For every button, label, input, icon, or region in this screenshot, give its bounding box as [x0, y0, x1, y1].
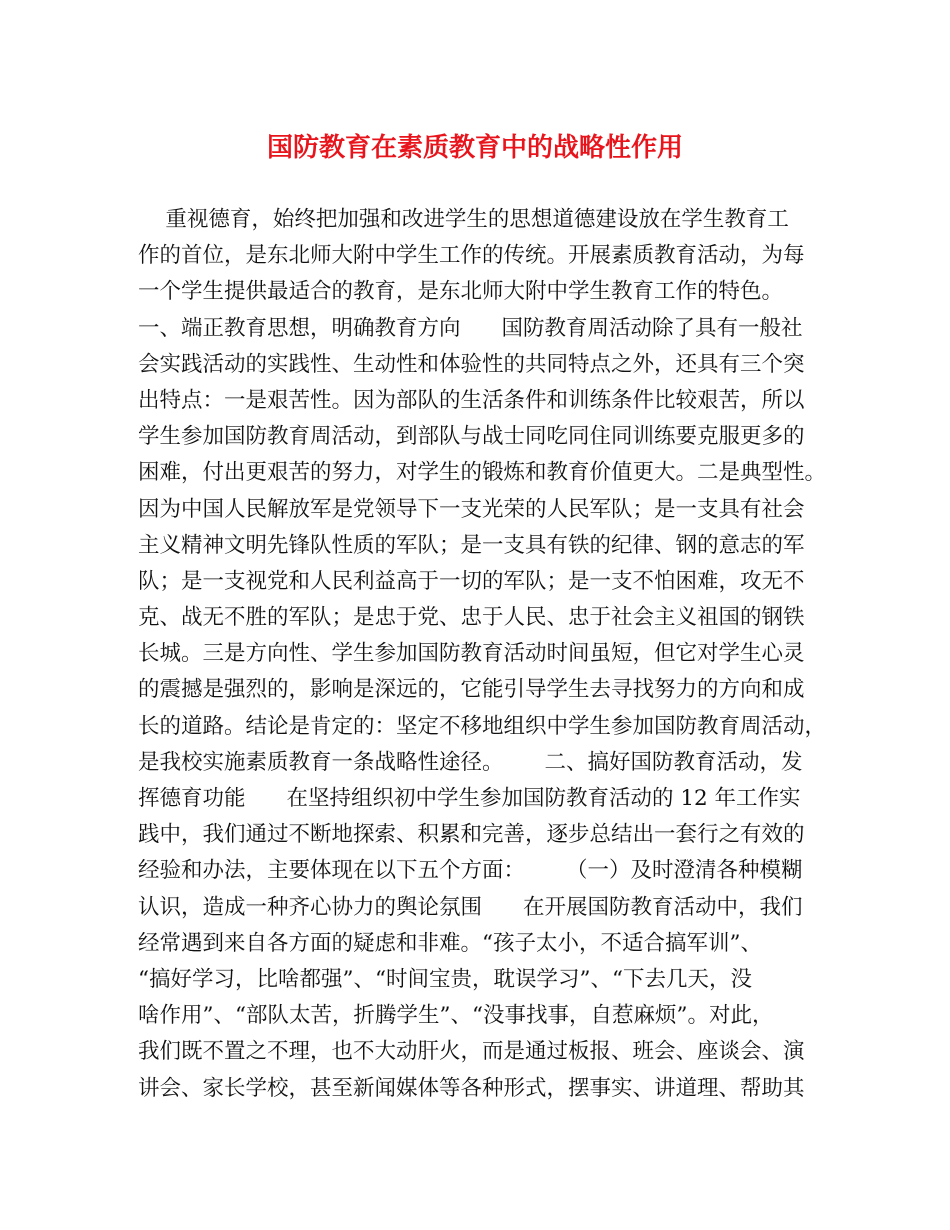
body-line: 啥作用”、“部队太苦，折腾学生”、“没事找事，自惹麻烦”。对此，	[138, 1003, 774, 1029]
body-line: 一、端正教育思想，明确教育方向 国防教育周活动除了具有一般社	[138, 315, 803, 341]
body-line: 认识，造成一种齐心协力的舆论氛围 在开展国防教育活动中，我们	[138, 894, 803, 920]
body-line: 作的首位，是东北师大附中学生工作的传统。开展素质教育活动，为每	[138, 243, 805, 269]
body-line: 是我校实施素质教育一条战略性途径。 二、搞好国防教育活动，发	[138, 749, 803, 775]
body-line: 出特点：一是艰苦性。因为部队的生活条件和训练条件比较艰苦，所以	[138, 387, 805, 413]
body-line: 因为中国人民解放军是党领导下一支光荣的人民军队；是一支具有社会	[138, 496, 805, 522]
document-title: 国防教育在素质教育中的战略性作用	[266, 133, 683, 163]
body-line: 我们既不置之不理，也不大动肝火，而是通过板报、班会、座谈会、演	[138, 1039, 805, 1065]
body-line: 经常遇到来自各方面的疑虑和非难。“孩子太小，不适合搞军训”、	[138, 930, 762, 956]
body-line: 学生参加国防教育周活动，到部队与战士同吃同住同训练要克服更多的	[138, 424, 805, 450]
body-line: 的震撼是强烈的，影响是深远的，它能引导学生去寻找努力的方向和成	[138, 677, 805, 703]
body-line: 长城。三是方向性、学生参加国防教育活动时间虽短，但它对学生心灵	[138, 641, 805, 667]
body-line: 克、战无不胜的军队；是忠于党、忠于人民、忠于社会主义祖国的钢铁	[138, 605, 805, 631]
body-line: 主义精神文明先锋队性质的军队；是一支具有铁的纪律、钢的意志的军	[138, 532, 805, 558]
body-line: 长的道路。结论是肯定的：坚定不移地组织中学生参加国防教育周活动，	[138, 713, 827, 739]
body-line: 困难，付出更艰苦的努力，对学生的锻炼和教育价值更大。二是典型性。	[138, 460, 827, 486]
body-line: 队；是一支视党和人民利益高于一切的军队；是一支不怕困难，攻无不	[138, 568, 805, 594]
body-line: 重视德育，始终把加强和改进学生的思想道德建设放在学生教育工	[138, 207, 789, 232]
body-line: 经验和办法，主要体现在以下五个方面： （一）及时澄清各种模糊	[138, 858, 803, 884]
document-body	[138, 202, 828, 1107]
body-line: “搞好学习，比啥都强”、“时间宝贵，耽误学习”、“下去几天，没	[138, 966, 752, 992]
body-line: 挥德育功能 在坚持组织初中学生参加国防教育活动的 12 年工作实	[138, 786, 801, 811]
body-line: 讲会、家长学校，甚至新闻媒体等各种形式，摆事实、讲道理、帮助其	[138, 1075, 805, 1101]
body-line: 践中，我们通过不断地探索、积累和完善，逐步总结出一套行之有效的	[138, 822, 805, 848]
body-line: 会实践活动的实践性、生动性和体验性的共同特点之外，还具有三个突	[138, 351, 805, 377]
body-line: 一个学生提供最适合的教育，是东北师大附中学生教育工作的特色。	[138, 279, 784, 305]
